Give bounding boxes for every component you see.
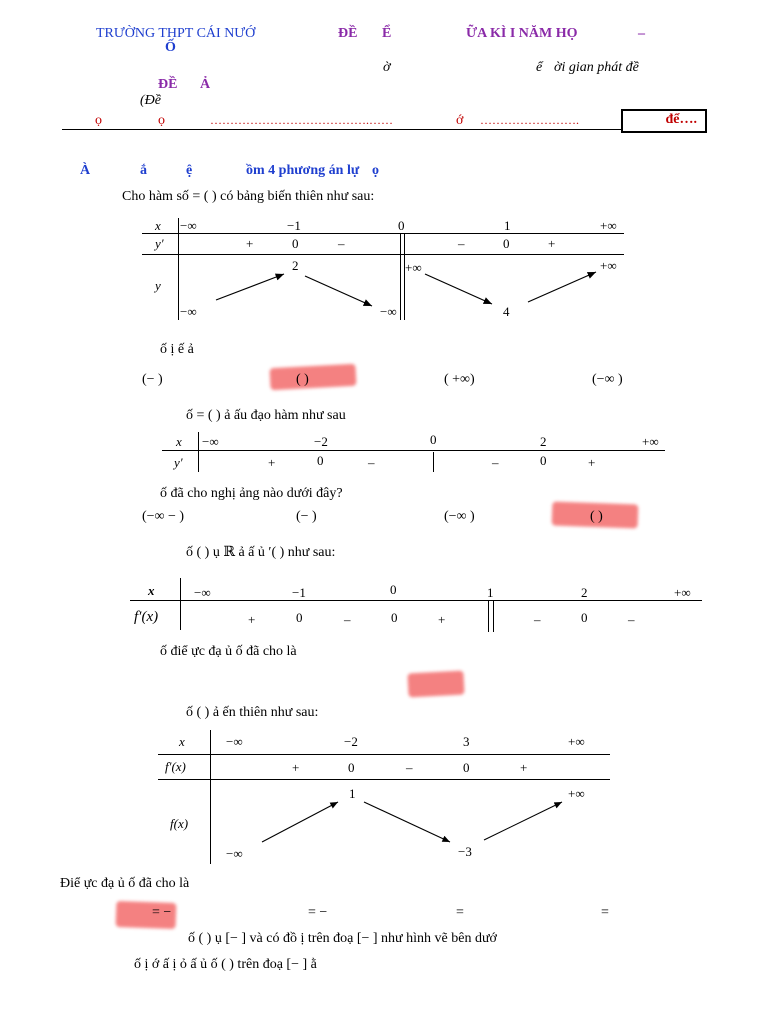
- q2-sign-0: +: [268, 455, 276, 470]
- q4-x-label: x: [179, 734, 185, 749]
- q2-x-label: x: [176, 434, 182, 449]
- q1-y-label: y: [155, 278, 161, 293]
- q4-fp-label: f′(x): [165, 759, 186, 774]
- time-c: ời gian phát đề: [554, 60, 639, 75]
- q3-fp-label: f′(x): [134, 609, 159, 625]
- q2-sign-5: +: [588, 455, 596, 470]
- name-label-b: ọ: [158, 113, 165, 128]
- q3-sign-0: +: [248, 612, 256, 627]
- q1-prompt: ố ị ế ả: [160, 342, 194, 357]
- q5-line2: ố ị ớ ấ ị ỏ ấ ủ ố ( ) trên đoạ [− ] ằ: [134, 957, 317, 972]
- class-label: ớ: [456, 113, 464, 128]
- q1-x-label: x: [155, 218, 161, 233]
- q1-option-d[interactable]: (−∞ ): [592, 372, 623, 387]
- code-label: ĐỀ: [158, 77, 178, 92]
- q1-sign-2: –: [338, 236, 345, 251]
- q2-x-3: 2: [540, 434, 547, 449]
- q3-x-5: +∞: [674, 585, 691, 600]
- section-title-d: ồm 4 phương án lự: [246, 163, 360, 178]
- q1-option-c[interactable]: ( +∞): [444, 372, 475, 387]
- school-name-line2: Ố: [165, 40, 176, 55]
- section-title-a: À: [80, 163, 91, 178]
- exam-title-c: ỮA KÌ I NĂM HỌ: [466, 26, 578, 41]
- q4-option-d[interactable]: =: [601, 905, 609, 920]
- q4-x-3: +∞: [568, 734, 585, 749]
- q1-option-b[interactable]: ( ): [296, 372, 309, 387]
- q1-sign-5: +: [548, 236, 556, 251]
- q2-option-a[interactable]: (−∞ − ): [142, 509, 185, 524]
- q3-x-label: x: [148, 583, 155, 598]
- q1-y-0: 2: [292, 258, 299, 273]
- q2-option-d[interactable]: ( ): [590, 509, 603, 524]
- exam-title-a: ĐỀ: [338, 26, 358, 41]
- header-note: (Đề: [140, 93, 161, 108]
- q4-sign-4: +: [520, 760, 528, 775]
- q3-sign-5: –: [534, 612, 541, 627]
- code-label-b: Ả: [200, 77, 211, 92]
- q1-y-4: 4: [503, 304, 510, 319]
- q1-sign-0: +: [246, 236, 254, 251]
- q3-sign-4: +: [438, 612, 446, 627]
- q4-sign-0: +: [292, 760, 300, 775]
- q4-f-2: −∞: [226, 846, 243, 861]
- q4-sign-3: 0: [463, 760, 470, 775]
- q4-option-b[interactable]: = −: [308, 905, 328, 920]
- q2-x-0: −∞: [202, 434, 219, 449]
- section-title-e: ọ: [372, 163, 379, 178]
- q1-sign-3: –: [458, 236, 465, 251]
- q2-x-4: +∞: [642, 434, 659, 449]
- q2-x-2: 0: [430, 432, 437, 447]
- school-name: TRƯỜNG THPT CÁI NƯỚ: [96, 26, 256, 41]
- q4-f-label: f(x): [170, 816, 189, 831]
- q2-option-b[interactable]: (− ): [296, 509, 317, 524]
- q1-sign-1: 0: [292, 236, 299, 251]
- q4-stem: ố ( ) ả ến thiên như sau:: [186, 705, 319, 720]
- q4-x-1: −2: [344, 734, 358, 749]
- q1-y-2: −∞: [380, 304, 397, 319]
- q2-x-1: −2: [314, 434, 328, 449]
- q3-x-3: 1: [487, 585, 494, 600]
- q1-y-3: +∞: [405, 260, 422, 275]
- q1-y-5: +∞: [600, 258, 617, 273]
- q1-x-2: 0: [398, 218, 405, 233]
- q1-x-4: +∞: [600, 218, 617, 233]
- q4-f-0: 1: [349, 786, 356, 801]
- q4-option-a[interactable]: = −: [152, 905, 172, 920]
- q3-stem: ố ( ) ụ ℝ ả ấ ủ ′( ) như sau:: [186, 545, 336, 560]
- q4-sign-1: 0: [348, 760, 355, 775]
- q3-prompt: ố điể ực đạ ủ ố đã cho là: [160, 644, 297, 659]
- q2-yp-label: y′: [174, 455, 183, 470]
- q4-sign-2: –: [406, 760, 413, 775]
- q5-line1: ố ( ) ụ [− ] và có đồ ị trên đoạ [− ] như hình vẽ bên dướ: [188, 931, 497, 946]
- q1-x-0: −∞: [180, 218, 197, 233]
- q3-x-4: 2: [581, 585, 588, 600]
- q2-stem: ố = ( ) ả ấu đạo hàm như sau: [186, 408, 346, 423]
- q2-prompt: ố đã cho nghị ảng nào dưới đây?: [160, 486, 343, 501]
- q2-sign-1: 0: [317, 453, 324, 468]
- q2-sign-3: –: [492, 455, 499, 470]
- name-label-a: ọ: [95, 113, 102, 128]
- q3-x-1: −1: [292, 585, 306, 600]
- q3-x-2: 0: [390, 582, 397, 597]
- q2-option-c[interactable]: (−∞ ): [444, 509, 475, 524]
- exam-title-dash: –: [638, 26, 645, 41]
- section-title-c: ệ: [186, 163, 193, 178]
- exam-title-b: Ể: [382, 26, 392, 41]
- q2-sign-4: 0: [540, 453, 547, 468]
- q3-sign-3: 0: [391, 610, 398, 625]
- q3-sign-7: –: [628, 612, 635, 627]
- q4-prompt: Điể ực đạ ủ ố đã cho là: [60, 876, 190, 891]
- name-field[interactable]: ………………………………….……: [210, 113, 393, 127]
- q4-f-3: −3: [458, 844, 472, 859]
- q1-sign-4: 0: [503, 236, 510, 251]
- q3-sign-2: –: [344, 612, 351, 627]
- q1-stem: Cho hàm số = ( ) có bảng biến thiên như sau:: [122, 189, 375, 204]
- time-a: ờ: [383, 60, 391, 75]
- q3-x-0: −∞: [194, 585, 211, 600]
- q4-option-c[interactable]: =: [456, 905, 464, 920]
- q1-x-3: 1: [504, 218, 511, 233]
- q3-sign-6: 0: [581, 610, 588, 625]
- q4-f-1: +∞: [568, 786, 585, 801]
- q1-x-1: −1: [287, 218, 301, 233]
- time-b: ể: [536, 60, 543, 75]
- q3-sign-1: 0: [296, 610, 303, 625]
- score-box-label: để….: [665, 112, 697, 127]
- q4-x-0: −∞: [226, 734, 243, 749]
- q1-option-a[interactable]: (− ): [142, 372, 163, 387]
- q1-yp-label: y′: [155, 236, 164, 251]
- q2-sign-2: –: [368, 455, 375, 470]
- section-title-b: ắ: [140, 163, 147, 178]
- q4-x-2: 3: [463, 734, 470, 749]
- q1-y-1: −∞: [180, 304, 197, 319]
- class-field[interactable]: …………………….: [480, 113, 579, 127]
